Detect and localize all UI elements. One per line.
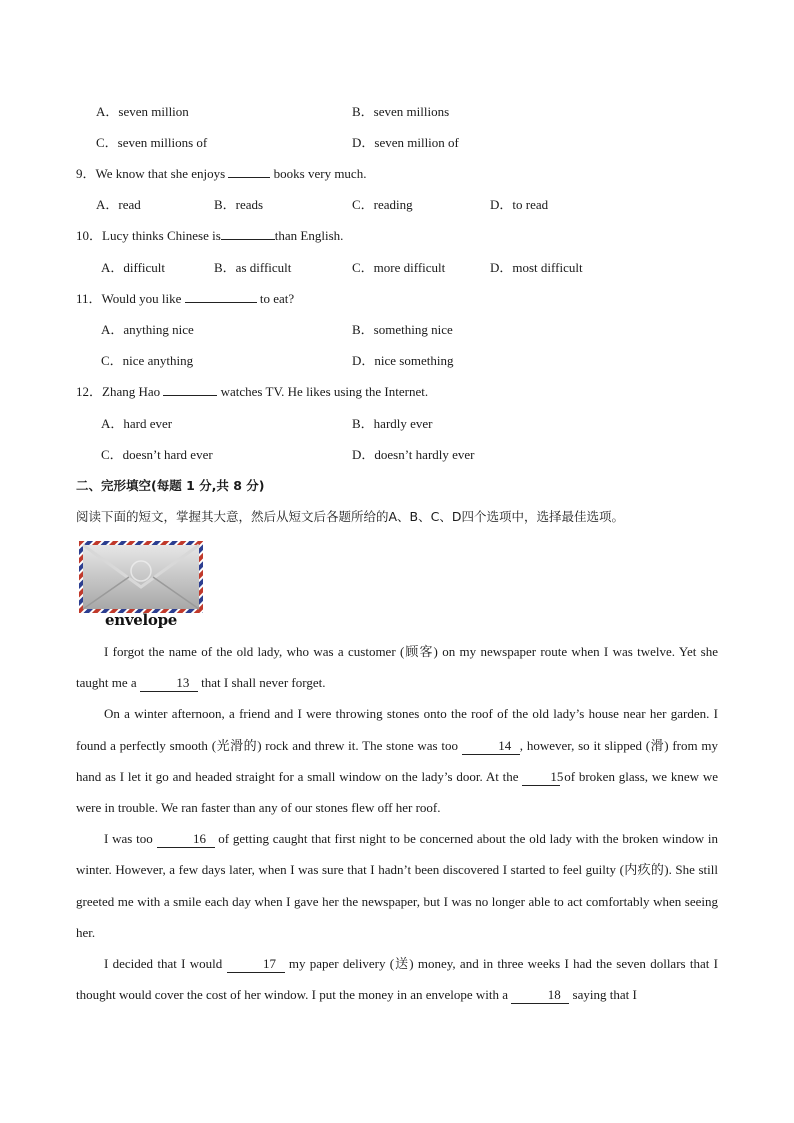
paragraph-2-text-b: , however, so it slipped (滑) from my hand as I let it go and headed straight for a small window on the lady’s door. At the (76, 737, 718, 784)
q9-stem-post: books very much. (270, 166, 367, 181)
blank-18: 18 (511, 987, 569, 1004)
q10-option-b: B．as difficult (214, 260, 292, 275)
q8-option-a: A．seven million (96, 104, 189, 119)
section-instruction: 阅读下面的短文，掌握其大意，然后从短文后各题所给的A、B、C、D四个选项中，选择最佳选项。 (76, 509, 624, 524)
paragraph-1 (76, 636, 718, 698)
paragraph-1-text-a: I forgot the name of the old lady, who was a customer (顾客) on my newspaper route when I was twelve. Yet she taught me a (76, 644, 718, 691)
q9-stem-pre: 9．We know that she enjoys (76, 166, 229, 181)
q10-option-c: C．more difficult (352, 260, 446, 275)
paragraph-3 (76, 823, 718, 948)
paragraph-1-text-b: that I shall never forget. (197, 675, 326, 691)
q11-option-a: A．anything nice (101, 322, 194, 337)
q9-stem (76, 166, 366, 182)
q11-blank (185, 302, 257, 303)
blank-17: 17 (227, 956, 285, 973)
q12-blank (163, 395, 217, 396)
q10-stem-pre: 10．Lucy thinks Chinese is (76, 228, 221, 243)
paragraph-3-text-a: I was too (104, 831, 157, 847)
envelope-image (79, 541, 203, 633)
section-heading: 二、完形填空(每题 1 分,共 8 分) (76, 478, 265, 493)
blank-16: 16 (157, 831, 215, 848)
q10-stem-post: than English. (274, 228, 344, 243)
q11-stem-pre: 11．Would you like (76, 291, 185, 306)
envelope-label: envelope (105, 611, 178, 629)
q8-option-b: B．seven millions (352, 104, 450, 119)
paragraph-3-text-b: of getting caught that first night to be concerned about the old lady with the broken window in winter. However, a few days later, when I was sure that I hadn’t been discovered I started to feel guilty (内疚的). She still greeted me with a smile each day when I gave her the newspaper, but I was no longer able to act comfortably when seeing her. (76, 831, 718, 940)
q9-option-d: D．to read (490, 197, 549, 212)
paragraph-2 (76, 698, 718, 823)
blank-14: 14 (462, 738, 520, 755)
q11-option-c: C．nice anything (101, 353, 194, 368)
q12-option-d: D．doesn’t hardly ever (352, 447, 475, 462)
q9-option-b: B．reads (214, 197, 264, 212)
q11-option-b: B．something nice (352, 322, 453, 337)
paragraph-2-text-a: On a winter afternoon, a friend and I were throwing stones onto the roof of the old lady’s house near her garden. I found a perfectly smooth (光滑的) rock and threw it. The stone was too (76, 706, 718, 753)
paragraph-2-text-c: of broken glass, we knew we were in trouble. We ran faster than any of our stones flew off her roof. (76, 768, 718, 816)
q8-option-d: D．seven million of (352, 135, 459, 150)
q10-option-d: D．most difficult (490, 260, 583, 275)
paragraph-4-text-a: I decided that I would (104, 956, 227, 972)
envelope-icon (79, 541, 203, 613)
q9-option-a: A．read (96, 197, 141, 212)
q10-blank (221, 239, 275, 240)
q9-option-c: C．reading (352, 197, 413, 212)
paragraph-4-text-b: my paper delivery (送) money, and in three weeks I had the seven dollars that I thought would cover the cost of her window. I put the money in an envelope with a (76, 956, 718, 1003)
q11-option-d: D．nice something (352, 353, 454, 368)
q11-stem-post: to eat? (256, 291, 295, 306)
q12-option-c: C．doesn’t hard ever (101, 447, 213, 462)
passage (76, 636, 718, 1010)
q8-option-c: C．seven millions of (96, 135, 208, 150)
q12-option-b: B．hardly ever (352, 416, 433, 431)
q12-stem-pre: 12．Zhang Hao (76, 384, 164, 399)
q12-option-a: A．hard ever (101, 416, 173, 431)
q10-option-a: A．difficult (101, 260, 166, 275)
paragraph-4 (76, 948, 718, 1010)
q12-stem (76, 384, 428, 400)
blank-15: 15 (522, 769, 560, 786)
q9-blank (228, 177, 270, 178)
blank-13: 13 (140, 675, 198, 692)
q10-stem (76, 228, 343, 244)
q11-stem (76, 291, 294, 307)
q12-stem-post: watches TV. He likes using the Internet. (217, 384, 429, 399)
paragraph-4-text-c: saying that I (569, 987, 637, 1003)
